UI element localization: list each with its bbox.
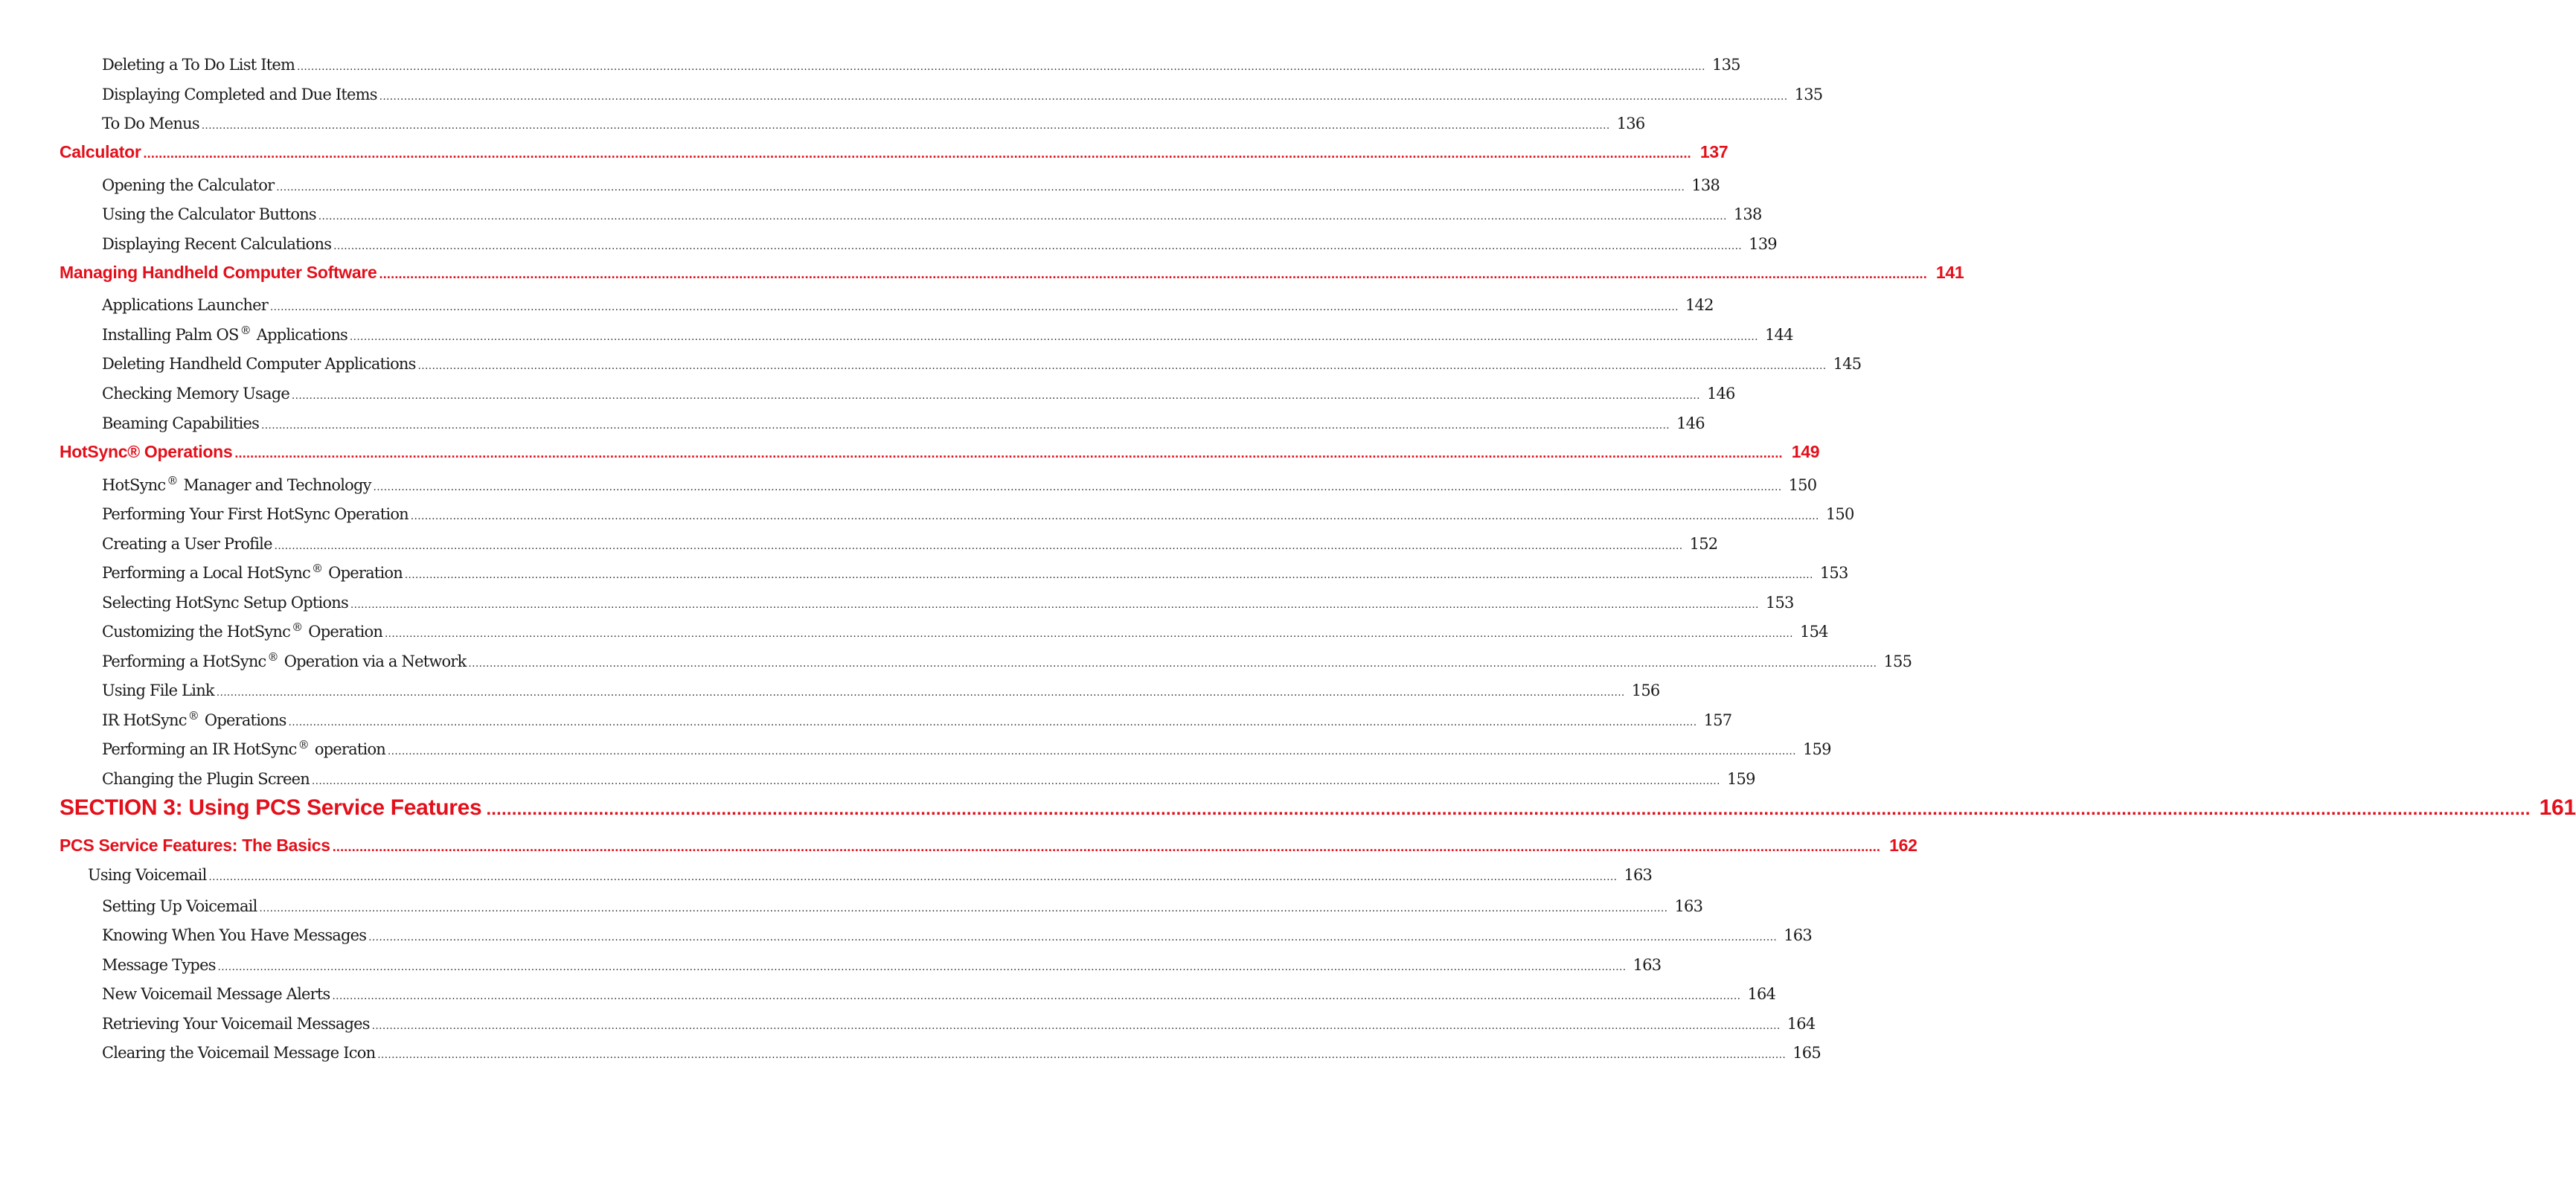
toc-entry-title (102, 473, 371, 494)
toc-page-number: 165 (1792, 1044, 1821, 1062)
toc-entry-text: Displaying Recent Calculations (102, 235, 332, 253)
toc-entry-title (102, 205, 316, 223)
dot-leader: ................................................................................................................................................................................................................................................................................................................................................................................................................ (208, 872, 1618, 883)
toc-entry-text: Operation (304, 623, 383, 641)
toc-entry[interactable] (102, 956, 1662, 974)
registered-mark: ® (311, 561, 323, 575)
toc-entry-text: Operation via a Network (279, 653, 467, 670)
dot-leader: ................................................................................................................................................................................................................................................................................................................................................................................................................ (468, 658, 1877, 670)
toc-entry-title (102, 414, 259, 432)
toc-entry-title (102, 535, 272, 553)
dot-leader: ................................................................................................................................................................................................................................................................................................................................................................................................................ (261, 420, 1670, 432)
dot-leader: ................................................................................................................................................................................................................................................................................................................................................................................................................ (373, 482, 1782, 493)
toc-page-number: 150 (1825, 505, 1854, 523)
toc-page-number: 164 (1747, 985, 1776, 1003)
dot-leader: ................................................................................................................................................................................................................................................................................................................................................................................................................ (292, 391, 1700, 402)
toc-page-number: 163 (1784, 926, 1812, 944)
toc-entry-title (102, 176, 274, 194)
toc-entry[interactable] (102, 323, 1793, 344)
toc-entry-title (102, 650, 467, 670)
toc-entry-text: Retrieving Your Voicemail Messages (102, 1015, 370, 1033)
toc-entry[interactable] (102, 235, 1777, 253)
registered-mark: ® (298, 737, 309, 751)
toc-page-number: 155 (1883, 653, 1912, 670)
dot-leader: ................................................................................................................................................................................................................................................................................................................................................................................................................ (379, 92, 1788, 103)
toc-entry-title (102, 323, 348, 344)
toc-page-number: 157 (1703, 711, 1732, 729)
toc-entry-text: Performing an IR HotSync (102, 740, 297, 758)
dot-leader: ................................................................................................................................................................................................................................................................................................................................................................................................................ (270, 302, 1679, 313)
toc-chapter-heading[interactable] (60, 263, 1964, 283)
toc-entry-title (102, 620, 383, 641)
toc-entry-title (102, 115, 199, 132)
toc-entry-text: Performing a HotSync (102, 653, 266, 670)
toc-entry[interactable] (88, 866, 1653, 884)
toc-entry[interactable] (102, 708, 1732, 729)
toc-entry-title (60, 142, 141, 162)
toc-entry-text: Checking Memory Usage (102, 385, 289, 403)
toc-entry-text: Creating a User Profile (102, 535, 272, 553)
toc-entry-text: operation (310, 740, 386, 758)
toc-entry-text: New Voicemail Message Alerts (102, 985, 330, 1003)
toc-entry-title (102, 505, 408, 523)
toc-entry-title (102, 56, 295, 74)
toc-page-number: 135 (1794, 86, 1823, 103)
toc-entry-title (102, 355, 416, 373)
toc-entry[interactable] (102, 985, 1776, 1003)
toc-entry-title (102, 682, 214, 699)
toc-entry[interactable] (102, 1044, 1821, 1062)
toc-page-number: 136 (1616, 115, 1645, 132)
dot-leader: ................................................................................................................................................................................................................................................................................................................................................................................................................ (332, 991, 1741, 1002)
toc-entry[interactable] (102, 385, 1735, 403)
dot-leader: ................................................................................................................................................................................................................................................................................................................................................................................................................ (332, 839, 1881, 854)
toc-entry-title (102, 561, 403, 582)
toc-entry-text: Installing Palm OS (102, 326, 239, 344)
toc-page-number: 159 (1726, 770, 1755, 788)
toc-entry[interactable] (102, 682, 1660, 699)
toc-entry[interactable] (102, 505, 1854, 523)
dot-leader: ................................................................................................................................................................................................................................................................................................................................................................................................................ (350, 600, 1759, 611)
toc-page-number: 146 (1706, 385, 1735, 403)
dot-leader: ................................................................................................................................................................................................................................................................................................................................................................................................................ (377, 1050, 1787, 1061)
dot-leader: ................................................................................................................................................................................................................................................................................................................................................................................................................ (410, 511, 1819, 522)
registered-mark: ® (240, 323, 251, 337)
toc-entry-title (102, 1044, 375, 1062)
toc-entry-title (60, 836, 330, 856)
toc-entry-text: Using File Link (102, 682, 214, 699)
toc-entry-text: Selecting HotSync Setup Options (102, 594, 348, 612)
toc-page-number: 163 (1674, 897, 1703, 915)
toc-entry-title (102, 956, 216, 974)
toc-page-number: 142 (1685, 296, 1714, 314)
toc-entry[interactable] (102, 414, 1705, 432)
toc-page-number: 145 (1833, 355, 1862, 373)
toc-entry-text: Opening the Calculator (102, 176, 275, 194)
toc-page-number: 144 (1764, 326, 1793, 344)
registered-mark: ® (188, 708, 199, 722)
toc-entry-title (102, 1015, 370, 1033)
toc-page-number: 150 (1788, 476, 1817, 494)
toc-page-number: 154 (1800, 623, 1828, 641)
toc-entry-text: Managing Handheld Computer Software (60, 263, 377, 282)
dot-leader: ................................................................................................................................................................................................................................................................................................................................................................................................................ (333, 241, 1743, 252)
toc-page-number: 138 (1691, 176, 1720, 194)
toc-entry-title (102, 770, 310, 788)
registered-mark: ® (292, 620, 303, 634)
toc-page-number: 163 (1633, 956, 1662, 974)
toc-entry[interactable] (102, 1015, 1816, 1033)
toc-entry-title (102, 737, 386, 758)
dot-leader: ................................................................................................................................................................................................................................................................................................................................................................................................................ (388, 746, 1796, 757)
toc-entry-text: Operation (324, 564, 403, 582)
dot-leader: ................................................................................................................................................................................................................................................................................................................................................................................................................ (259, 903, 1668, 914)
toc-entry[interactable] (102, 473, 1817, 494)
toc-entry-text: Changing the Plugin Screen (102, 770, 310, 788)
toc-entry-text: Applications Launcher (102, 296, 269, 314)
toc-page-number: 149 (1791, 442, 1820, 461)
toc-page-number: 141 (1935, 263, 1964, 282)
toc-entry[interactable] (102, 355, 1862, 373)
toc-entry-title (102, 926, 366, 944)
toc-page-number: 162 (1889, 836, 1917, 855)
dot-leader: ................................................................................................................................................................................................................................................................................................................................................................................................................ (371, 1021, 1781, 1032)
dot-leader: ................................................................................................................................................................................................................................................................................................................................................................................................................ (318, 211, 1727, 222)
toc-page-number: 137 (1699, 142, 1728, 161)
registered-mark: ® (267, 650, 278, 664)
toc-page-number: 163 (1624, 866, 1653, 884)
toc-entry-title (60, 263, 377, 283)
toc-entry-text: Deleting Handheld Computer Applications (102, 355, 416, 373)
toc-entry-title (102, 985, 330, 1003)
dot-leader: ................................................................................................................................................................................................................................................................................................................................................................................................................ (201, 121, 1610, 132)
toc-entry-title (60, 442, 232, 462)
dot-leader: ................................................................................................................................................................................................................................................................................................................................................................................................................ (404, 570, 1813, 581)
toc-entry-text: Message Types (102, 956, 216, 974)
dot-leader: ................................................................................................................................................................................................................................................................................................................................................................................................................ (368, 932, 1778, 943)
dot-leader: ................................................................................................................................................................................................................................................................................................................................................................................................................ (385, 629, 1794, 640)
toc-entry[interactable] (102, 737, 1831, 758)
toc-entry-title (102, 296, 268, 314)
toc-entry[interactable] (102, 770, 1755, 788)
toc-entry-text: Clearing the Voicemail Message Icon (102, 1044, 376, 1062)
toc-entry[interactable] (102, 594, 1794, 612)
toc-entry-title (102, 235, 331, 253)
toc-entry-text: To Do Menus (102, 115, 199, 132)
toc-entry-text: Manager and Technology (179, 476, 371, 494)
toc-entry-text: Performing a Local HotSync (102, 564, 310, 582)
dot-leader: ................................................................................................................................................................................................................................................................................................................................................................................................................ (234, 446, 1783, 461)
toc-page-number: 156 (1631, 682, 1660, 699)
toc-entry-text: Customizing the HotSync (102, 623, 291, 641)
toc-entry[interactable] (102, 205, 1762, 223)
toc-entry-text: Knowing When You Have Messages (102, 926, 367, 944)
toc-page-number: 161 (2539, 795, 2576, 820)
toc-entry-text: Using Voicemail (88, 866, 207, 884)
toc-entry[interactable] (102, 926, 1812, 944)
toc-entry-text: HotSync® Operations (60, 442, 233, 461)
toc-page-number: 135 (1712, 56, 1740, 74)
toc-entry-title (102, 897, 257, 915)
toc-page-number: 159 (1802, 740, 1831, 758)
toc-page-number: 153 (1765, 594, 1794, 612)
dot-leader: ................................................................................................................................................................................................................................................................................................................................................................................................................ (350, 332, 1758, 343)
toc-entry-text: PCS Service Features: The Basics (60, 836, 330, 855)
registered-mark: ® (167, 473, 178, 487)
toc-chapter-heading[interactable] (60, 442, 1820, 462)
toc-entry-text: HotSync (102, 476, 166, 494)
dot-leader: ................................................................................................................................................................................................................................................................................................................................................................................................................ (274, 541, 1683, 552)
dot-leader: ................................................................................................................................................................................................................................................................................................................................................................................................................ (379, 266, 1927, 281)
toc-entry-title (102, 708, 286, 729)
toc-entry[interactable] (102, 115, 1645, 132)
toc-entry-text: Using the Calculator Buttons (102, 205, 316, 223)
toc-chapter-heading[interactable] (60, 836, 1917, 856)
toc-entry-text: IR HotSync (102, 711, 187, 729)
toc-entry[interactable] (102, 86, 1823, 103)
toc-section-heading[interactable] (60, 795, 2576, 821)
toc-entry[interactable] (102, 176, 1720, 194)
toc-entry-text: Setting Up Voicemail (102, 897, 257, 915)
toc-entry-text: Beaming Capabilities (102, 414, 260, 432)
toc-entry-title (102, 86, 377, 103)
toc-page-number: 146 (1676, 414, 1705, 432)
toc-entry-text: SECTION 3: Using PCS Service Features (60, 795, 482, 820)
toc-entry-text: Displaying Completed and Due Items (102, 86, 377, 103)
toc-chapter-heading[interactable] (60, 142, 1728, 162)
toc-entry[interactable] (102, 296, 1714, 314)
toc-entry-text: Applications (251, 326, 348, 344)
toc-page-number: 164 (1787, 1015, 1816, 1033)
toc-entry-text: Calculator (60, 142, 141, 161)
dot-leader: ................................................................................................................................................................................................................................................................................................................................................................................................................ (486, 799, 2531, 819)
toc-entry[interactable] (102, 535, 1718, 553)
toc-entry[interactable] (102, 620, 1828, 641)
toc-entry[interactable] (102, 561, 1848, 582)
toc-entry-text: Operations (200, 711, 286, 729)
dot-leader: ................................................................................................................................................................................................................................................................................................................................................................................................................ (143, 146, 1691, 161)
dot-leader: ................................................................................................................................................................................................................................................................................................................................................................................................................ (216, 687, 1625, 699)
dot-leader: ................................................................................................................................................................................................................................................................................................................................................................................................................ (297, 62, 1706, 73)
toc-page-number: 139 (1749, 235, 1777, 253)
toc-entry[interactable] (102, 650, 1912, 670)
toc-entry-title (102, 594, 348, 612)
dot-leader: ................................................................................................................................................................................................................................................................................................................................................................................................................ (312, 776, 1720, 787)
toc-entry-text: Performing Your First HotSync Operation (102, 505, 408, 523)
dot-leader: ................................................................................................................................................................................................................................................................................................................................................................................................................ (276, 182, 1685, 193)
dot-leader: ................................................................................................................................................................................................................................................................................................................................................................................................................ (217, 962, 1627, 973)
toc-entry[interactable] (102, 897, 1703, 915)
toc-page-number: 138 (1733, 205, 1762, 223)
toc-page-number: 153 (1819, 564, 1848, 582)
toc-entry-title (88, 866, 207, 884)
toc-entry-title (102, 385, 289, 403)
toc-entry-title (60, 795, 481, 821)
dot-leader: ................................................................................................................................................................................................................................................................................................................................................................................................................ (288, 717, 1697, 728)
toc-entry[interactable] (102, 56, 1740, 74)
dot-leader: ................................................................................................................................................................................................................................................................................................................................................................................................................ (417, 361, 1827, 372)
toc-page-number: 152 (1689, 535, 1718, 553)
toc-entry-text: Deleting a To Do List Item (102, 56, 295, 74)
